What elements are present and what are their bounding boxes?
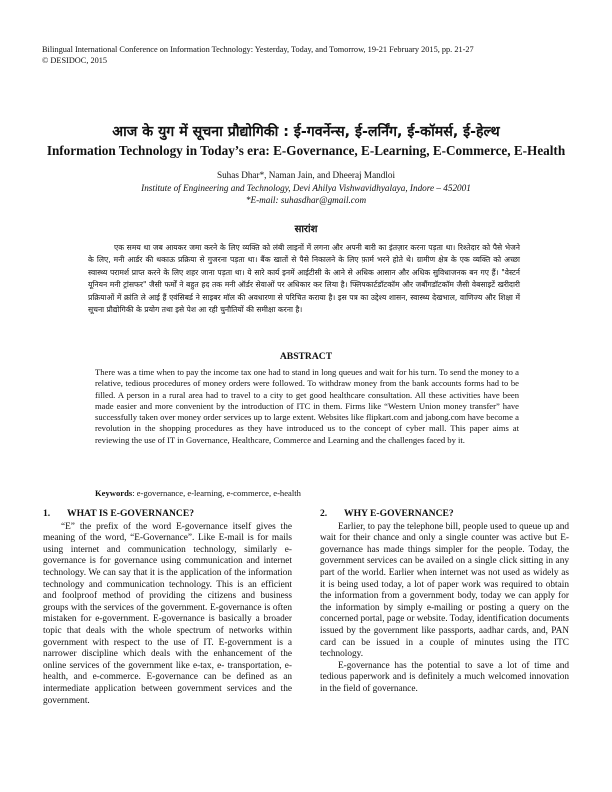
section-paragraph: “E” the prefix of the word E-governance itself gives the meaning of the word, “E-Governance”. Like E-mail is for mails using internet and communication technology, similarly e-governance is for governance using communication and internet technology. We can say that it is the application of the information technology and communication technology. This is an efficient and foolproof method of providing the citizens and business groups with the services of the government. E-governance is often mistaken for e-government. E-governance is basically a broader topic that deals with the whole spectrum of networks within government with respect to the use of IT. E-government is a narrower discipline which deals with the enhancement of the online services of the government like e-tax, e- transportation, e-health, and e-commerce. E-governance can be defined as an intermediate application between government services and the government. bbox=[43, 521, 292, 706]
author-affiliation: Institute of Engineering and Technology, Devi Ahilya Vishwavidhyalaya, Indore – 452001 bbox=[141, 183, 471, 193]
abstract-heading: ABSTRACT bbox=[279, 351, 333, 362]
abstract-text: There was a time when to pay the income tax one had to stand in long queues and wait for his turn. To send the money to a relative, tedious procedures of money orders were followed. To withdraw money from the bank accounts forms had to be filled. A person in a rural area had to travel to a city to get good healthcare consultation. All these activities have been made easier and more convenient by the introduction of ITC in them. Firms like “Western Union money transfer” have successfully taken over money order services up to large extent. Websites like flipkart.com and jabong.com have become a revolution in the shopping procedures as they have introduced us to the concept of cyber mall. This paper aims at reviewing the use of IT in Governance, Healthcare, Commerce and Learning and the challenges faced by it. bbox=[95, 367, 519, 445]
keywords bbox=[95, 488, 519, 498]
hindi-title: आज के युग में सूचना प्रौद्योगिकी : ई-गवर्नेन्स, ई-लर्निंग, ई-कॉमर्स, ई-हेल्थ bbox=[112, 124, 500, 140]
author-email: *E-mail: suhasdhar@gmail.com bbox=[245, 195, 367, 205]
section-heading bbox=[43, 508, 292, 520]
english-title: Information Technology in Today’s era: E-Governance, E-Learning, E-Commerce, E-Health bbox=[46, 143, 566, 158]
section-title: WHY E-GOVERNANCE? bbox=[344, 508, 454, 519]
hindi-abstract-text: एक समय था जब आयकर जमा करने के लिए व्यक्ति को लंबी लाइनों में लगना और अपनी बारी का इंतज़ार करना पड़ता था। रिश्तेदार को पैसे भेजने के लिए, मनी आर्डर की थकाऊ प्रक्रिया से गुजरना पड़ता था। बैंक खातों से पैसे निकालने के लिए फ़ार्म भरने होते थे। ग्रामीण क्षेत्र के एक व्यक्ति को अच्छा स्वास्थ्य परामर्श प्राप्त करने के लिए शहर जाना पड़ता था। ये सारे कार्य इनमें आईटीसी के आने से अधिक आसान और अधिक सुविधाजनक बन गए हैं। "वेस्टर्न यूनियन मनी ट्रांसफर" जैसी फर्मों ने बहुत हद तक मनी ऑर्डर सेवाओं पर अधिकार कर लिया है। फ्लिपकार्टडॉटकॉम और जबौंगडॉटकॉम जैसी वेबसाइटें खरीदारी प्रक्रियाओं में क्रांति ले आई हैं एवंसिबर्ड ने साइबर मॉल की अवधारणा से परिचित कराया है। इस पत्र का उद्देश्य शासन, स्वास्थ्य देखभाल, वाणिज्य और शिक्षा में सूचना प्रौद्योगिकी के प्रयोग तथा इसे पेश आ रही चुनौतियों की समीक्षा करना है। bbox=[88, 243, 520, 315]
copyright-line: © DESIDOC, 2015 bbox=[42, 56, 108, 65]
conference-line: Bilingual International Conference on Information Technology: Yesterday, Today, and Tomorrow, 19-21 February 2015, pp. 21-27 bbox=[42, 45, 474, 54]
section-paragraph: E-governance has the potential to save a lot of time and tedious paperwork and is definitely a much welcomed innovation in the field of governance. bbox=[320, 660, 569, 694]
section-what-is-egovernance bbox=[43, 508, 292, 707]
section-title: WHAT IS E-GOVERNANCE? bbox=[67, 508, 195, 519]
author-names: Suhas Dhar*, Naman Jain, and Dheeraj Mandloi bbox=[216, 170, 396, 180]
section-number: 2. bbox=[320, 508, 328, 519]
hindi-abstract-heading: सारांश bbox=[294, 224, 318, 235]
section-why-egovernance bbox=[320, 508, 569, 696]
keywords-text: : e-governance, e-learning, e-commerce, e-health bbox=[132, 488, 301, 498]
section-number: 1. bbox=[43, 508, 51, 519]
keywords-label: Keywords bbox=[95, 488, 133, 498]
running-header bbox=[42, 44, 562, 66]
section-paragraph: Earlier, to pay the telephone bill, people used to queue up and wait for their chance and only a single counter was active but E-governance has made things simpler for the people. Today, the government services can be availed on a single click sitting in any part of the world. Earlier when internet was not used as widely as it is being used today, a lot of paper work was required to obtain the information from a government body, today we can apply for the information by simply e-mailing or posting a query on the concerned portal, page or website. Today, identification documents issued by the government like passports, aadhar cards, and, PAN card can be issued in a couple of minutes using the ITC technology. bbox=[320, 521, 569, 660]
section-heading bbox=[320, 508, 569, 520]
